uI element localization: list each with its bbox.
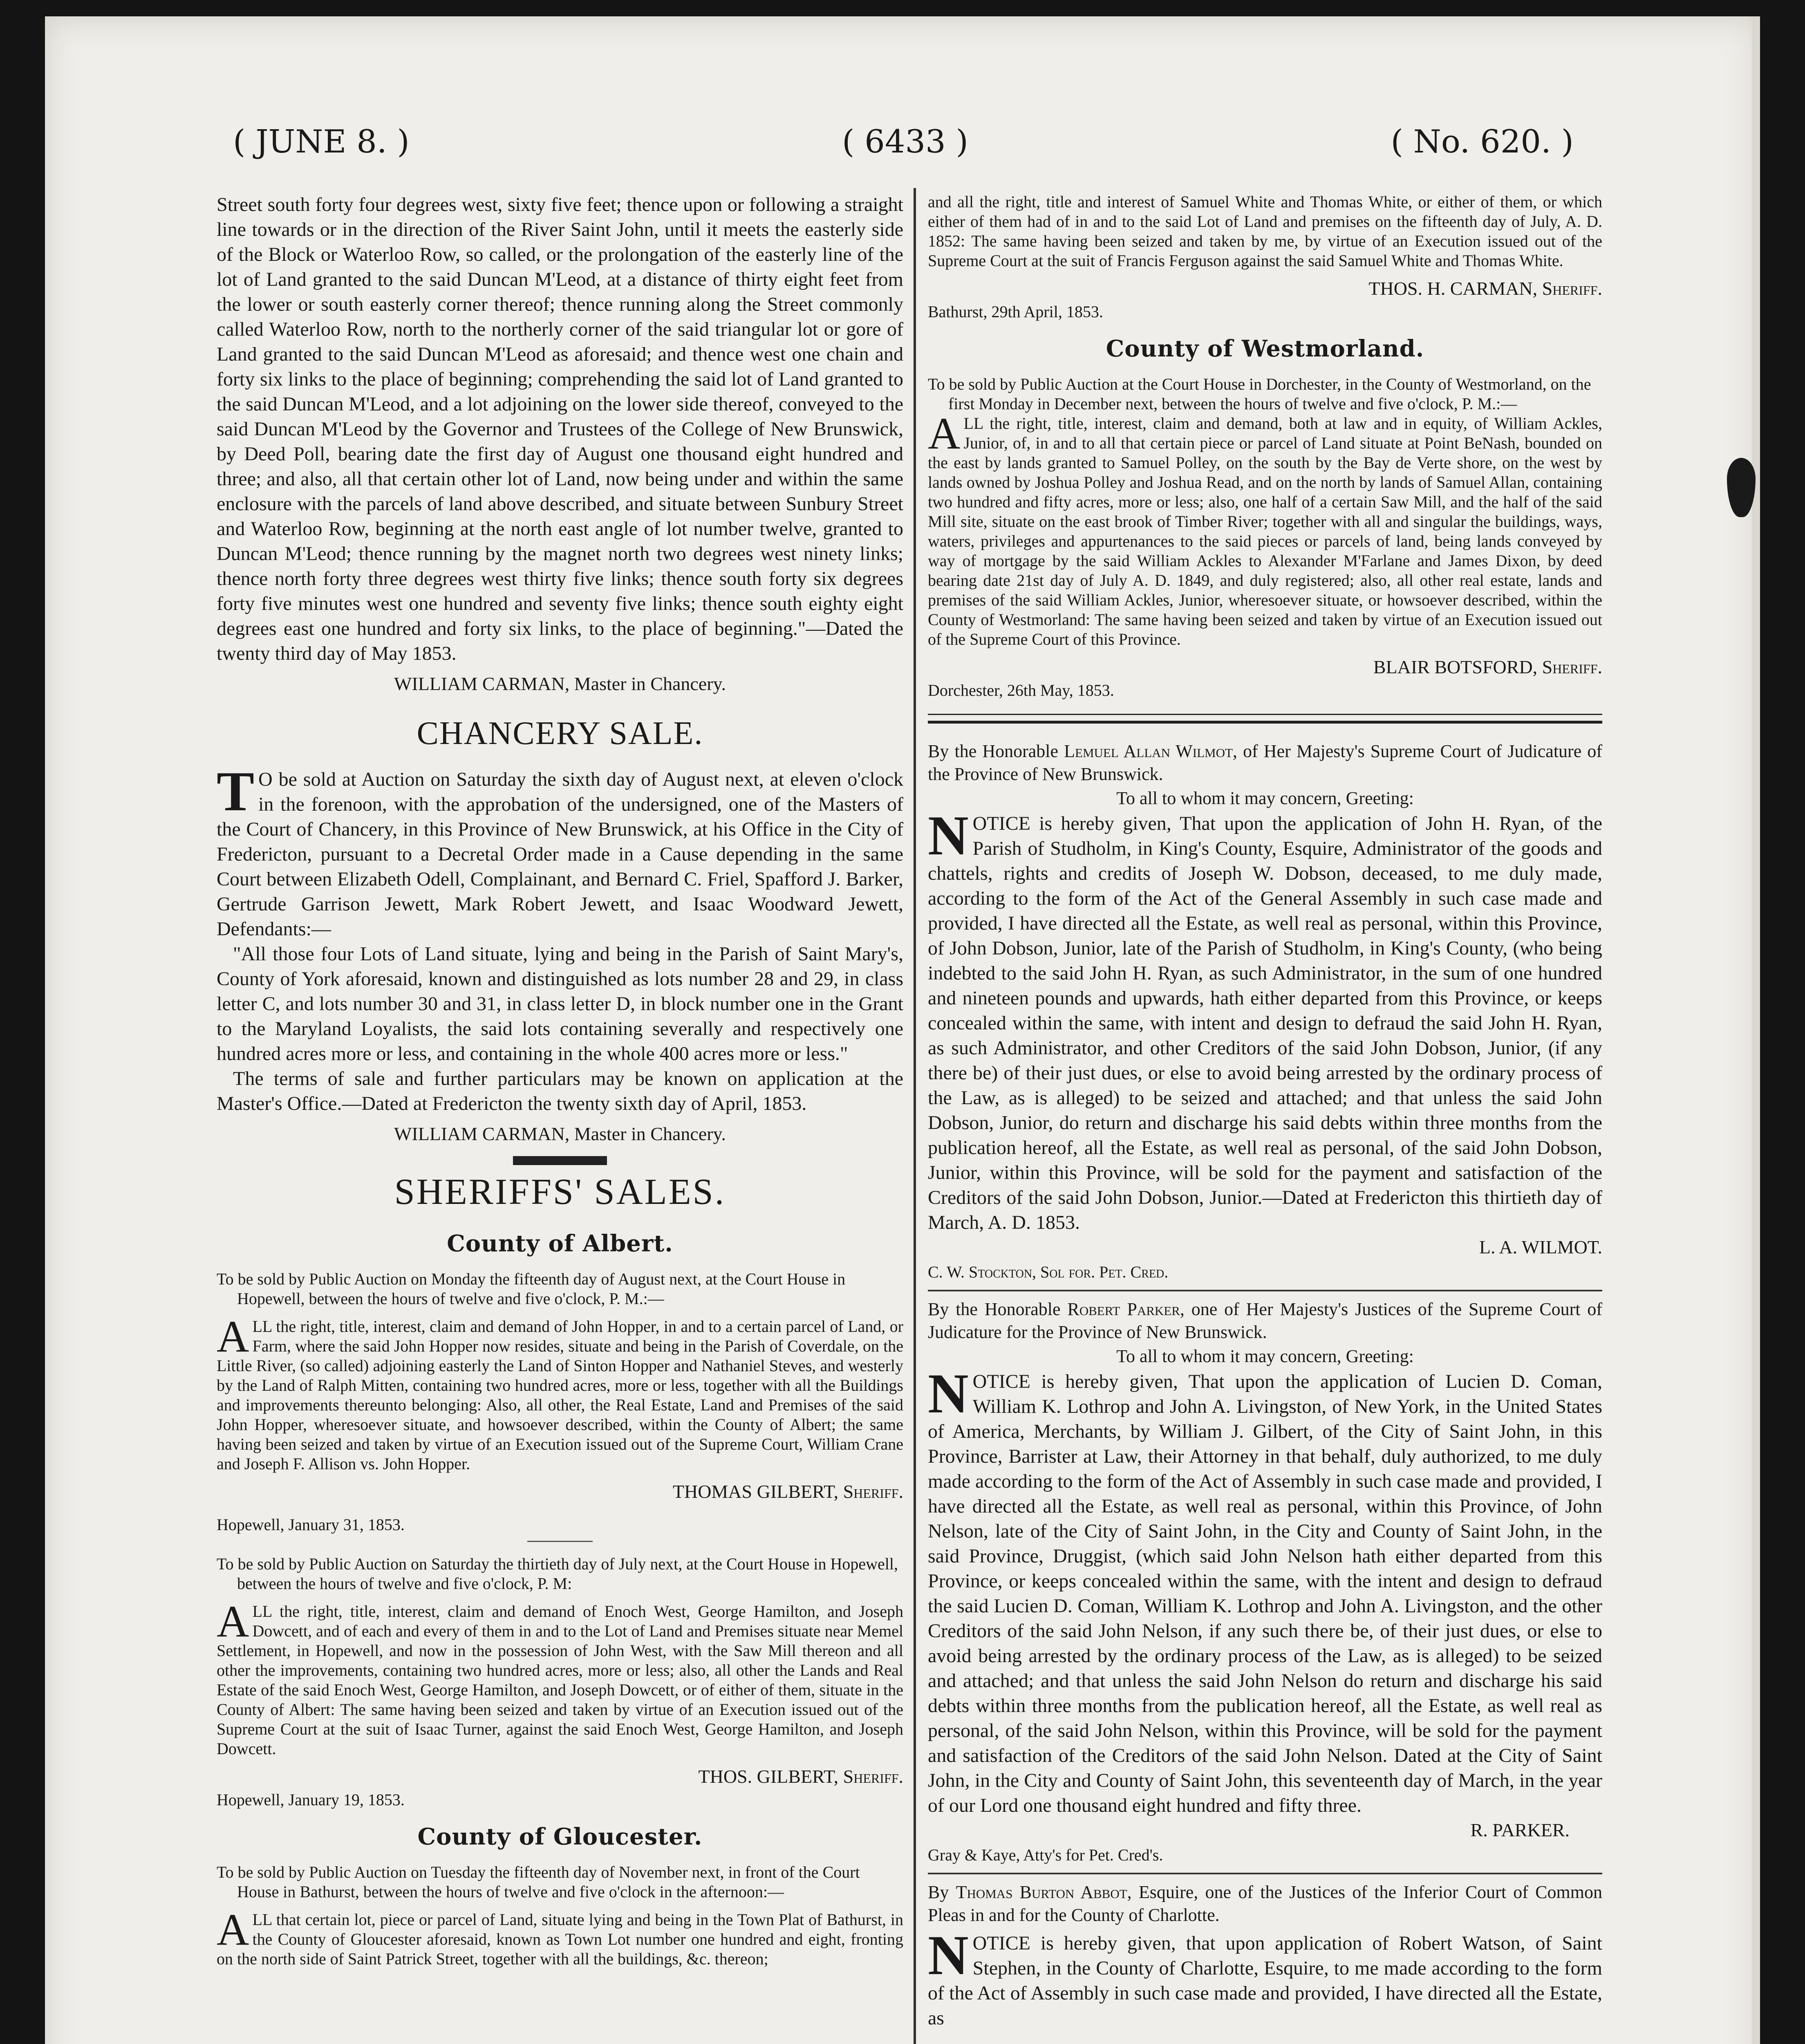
abbot-intro-prefix: By [928, 1882, 956, 1902]
albert-notice2-dropcap: A [217, 1596, 249, 1646]
albert-notice2-intro: To be sold by Public Auction on Saturday the thirtieth day of July next, at the Court House in Hopewell, between the hours of twelve and five o'clock, P. M: [217, 1555, 898, 1593]
wilmot-greeting: To all to whom it may concern, Greeting: [1116, 788, 1414, 808]
header-date: ( JUNE 8. ) [233, 123, 410, 160]
wilmot-name: Lemuel Allan Wilmot [1064, 741, 1233, 761]
albert-notice1-signature: THOMAS GILBERT, Sheriff. [672, 1481, 903, 1502]
county-gloucester-heading: County of Gloucester. [417, 1823, 703, 1850]
separator-bar [513, 1156, 607, 1165]
gloucester-intro: To be sold by Public Auction on Tuesday the fifteenth day of November next, in front of the Court House in Bathurst, between the hours of twelve and five o'clock in the afternoon:— [217, 1863, 860, 1901]
gloucester-dropcap: A [217, 1905, 249, 1954]
abbot-intro [928, 1881, 1602, 1927]
left-column [217, 192, 903, 1969]
parker-intro-suffix: , one of Her Majesty's Justices of the Supreme Court of Judicature for the Province of New Brunswick. [928, 1299, 1602, 1342]
gloucester-body [217, 1905, 903, 1969]
parker-text: OTICE is hereby given, That upon the application of Lucien D. Coman, William K. Lothrop and John A. Livingston, of New York, in the United States of America, Merchants, by William J. Gilbert, of the City of Saint John, in this Province, Barrister at Law, their Attorney in that behalf, duly authorized, to me duly made according to the form of the Act of Assembly in such case made and provided, I have directed all the Estate, as well real as personal, within this Province, of John Nelson, late of the City of Saint John, in the City and County of Saint John, in the said Province, Druggist, (which said John Nelson hath either departed from this Province, or keeps concealed within the same, with the intent and design to defraud the said Lucien D. Coman, William K. Lothrop and John A. Livingston, and the other Creditors of the said John Nelson, if any such there be, of their just dues, or else to avoid being arrested by the ordinary process of the Law, as is alleged) to be seized and attached; and that unless the said John Nelson do return and discharge his said debts within three months from the publication hereof, all the Estate, as well real as personal, of the said John Nelson, within this Province, will be sold for the payment and satisfaction of the Creditors of the said John Nelson. Dated at the City of Saint John, in the City and County of Saint John, this seventeenth day of March, in the year of our Lord one thousand eight hundred and fifty three. [928, 1371, 1602, 1816]
albert-notice2-date: Hopewell, January 19, 1853. [217, 1791, 405, 1809]
albert-notice1-dropcap: A [217, 1311, 249, 1361]
abbot-intro-suffix: , Esquire, one of the Justices of the Inferior Court of Common Pleas in and for the County of Charlotte. [928, 1882, 1602, 1925]
albert-notice1-date: Hopewell, January 31, 1853. [217, 1515, 405, 1534]
right-column [928, 192, 1602, 2031]
page-header [217, 119, 1598, 164]
abbot-text: OTICE is hereby given, that upon application of Robert Watson, of Saint Stephen, in the County of Charlotte, Esquire, to me made according to the form of the Act of Assembly in such case made and provided, I have directed all the Estate, as [928, 1932, 1602, 2029]
albert-notice1-text: LL the right, title, interest, claim and demand of John Hopper, in and to a certain parcel of Land, or Farm, where the said John Hopper now resides, situate and being in the Parish of Coverdale, on the Little River, (so called) adjoining easterly the Land of Sinton Hopper and Nathaniel Steves, and westerly by the Land of Ralph Mitten, containing two hundred acres, more or less, together with all the Buildings and improvements thereunto belonging: Also, all other, the Real Estate, Land and Premises of the said John Hopper, wheresoever situate, and howsoever described, within the County of Albert; the same having been seized and taken by virtue of an Execution issued out of the Supreme Court, William Crane and Joseph F. Allison vs. John Hopper. [217, 1317, 903, 1473]
parker-body [928, 1362, 1602, 1818]
gloucester-continuation: and all the right, title and interest of Samuel White and Thomas White, or either of them, or which either of them had of in and to the said Lot of Land and premises on the fifteenth day of July, A. D. 1852: The same having been seized and taken by me, by virtue of an Execution issued out of the Supreme Court at the suit of Francis Ferguson against the said Samuel White and Thomas White. [928, 193, 1602, 270]
westmorland-text: LL the right, title, interest, claim and demand, both at law and in equity, of William Ackles, Junior, of, in and to all that certain piece or parcel of Land situate at Point BeNash, bounded on the east by lands granted to Samuel Polley, on the south by the Bay de Verte shore, on the west by lands owned by Joshua Polley and Joshua Read, and on the north by lands of Samuel Allan, containing two hundred and fifty acres, more or less; also, one half of a certain Saw Mill, and the half of the said Mill site, situate on the east brook of Timber River; together with all and singular the buildings, ways, waters, privileges and appurtenances to the said pieces or parcels of land, being lands conveyed by way of mortgage by the said William Ackles to Alexander M'Farlane and James Dixon, by deed bearing date 21st day of July A. D. 1849, and duly registered; also, all other real estate, lands and premises of the said William Ackles, Junior, wheresoever situate, or howsoever described, within the County of Westmorland: The same having been seized and taken by virtue of an Execution issued out of the Supreme Court of this Province. [928, 414, 1602, 648]
wilmot-intro [928, 740, 1602, 786]
gloucester-date: Bathurst, 29th April, 1853. [928, 303, 1103, 321]
albert-notice1-body [217, 1311, 903, 1474]
wilmot-dropcap: N [928, 804, 969, 867]
chancery-quote: "All those four Lots of Land situate, lying and being in the Parish of Saint Mary's, County of York aforesaid, known and distinguished as lots number 28 and 29, in class letter C, and lots number 30 and 31, in class letter D, in block number one in the Grant to the Maryland Loyalists, the said lots containing severally and respectively one hundred acres more or less, and containing in the whole 400 acres more or less." [217, 943, 903, 1065]
newspaper-page [45, 16, 1760, 2044]
continuation-text: Street south forty four degrees west, sixty five feet; thence upon or following a straight line towards or in the direction of the River Saint John, until it meets the easterly side of the Block or Waterloo Row, so called, or the prolongation of the easterly line of the lot of Land granted to the said Duncan M'Leod, at a distance of thirty eight feet from the lower or south easterly corner thereof; thence running along the Street commonly called Waterloo Row, north to the northerly corner of the said triangular lot or gore of Land granted to the said Duncan M'Leod as aforesaid; and thence west one chain and forty six links to the place of beginning; comprehending the said lot of Land granted to the said Duncan M'Leod, and a lot adjoining on the lower side thereof, conveyed to the said Duncan M'Leod by the Governor and Trustees of the College of New Brunswick, by Deed Poll, bearing date the first day of August one thousand eight hundred and three; and also, all that certain other lot of Land, now being under and within the same enclosure with the parcels of land above described, and situate between Sunbury Street and Waterloo Row, beginning at the north east angle of lot number twelve, granted to Duncan M'Leod; thence running by the magnet north two degrees west ninety links; thence north forty three degrees west thirty five links; thence south forty six degrees forty five minutes west one hundred and seventy five links; thence south eighty eight degrees east one hundred and forty six links, to the place of beginning."—Dated the twenty third day of May 1853. [217, 194, 903, 664]
sheriffs-sales-title: SHERIFFS' SALES. [394, 1172, 726, 1212]
chancery-terms: The terms of sale and further particulars may be known on application at the Master's Office.—Dated at Fredericton the twenty sixth day of April, 1853. [217, 1068, 903, 1114]
chancery-signature: WILLIAM CARMAN, Master in Chancery. [394, 1123, 726, 1144]
westmorland-intro: To be sold by Public Auction at the Court House in Dorchester, in the County of Westmorland, on the first Monday in December next, between the hours of twelve and five o'clock, P. M.:— [928, 375, 1591, 413]
abbot-name: Thomas Burton Abbot [956, 1882, 1127, 1902]
ink-blot [1727, 458, 1756, 517]
parker-signature: R. PARKER. [1470, 1820, 1570, 1840]
county-albert-heading: County of Albert. [447, 1230, 673, 1257]
section-rule [928, 714, 1602, 724]
albert-notice1-intro: To be sold by Public Auction on Monday the fifteenth day of August next, at the Court House in Hopewell, between the hours of twelve and five o'clock, P. M.:— [217, 1270, 846, 1308]
westmorland-dropcap: A [928, 408, 961, 458]
westmorland-signature: BLAIR BOTSFORD, Sheriff. [1373, 657, 1602, 677]
wilmot-intro-prefix: By the Honorable [928, 741, 1064, 761]
parker-greeting: To all to whom it may concern, Greeting: [1116, 1346, 1414, 1366]
county-westmorland-heading: County of Westmorland. [1106, 335, 1424, 362]
notice-rule-2 [928, 1873, 1602, 1874]
abbot-body [928, 1924, 1602, 2031]
westmorland-body [928, 408, 1602, 649]
chancery-text-1: O be sold at Auction on Saturday the sixth day of August next, at eleven o'clock in the forenoon, with the approbation of the undersigned, one of the Masters of the Court of Chancery, in this Province of New Brunswick, at his Office in the City of Fredericton, pursuant to a Decretal Order made in a Cause depending in the same Court between Elizabeth Odell, Complainant, and Bernard C. Friel, Spafford J. Barker, Gertrude Garrison Jewett, Mark Robert Jewett, and Isaac Woodward Jewett, Defendants:— [217, 769, 903, 940]
notice-divider [527, 1541, 593, 1542]
gloucester-text: LL that certain lot, piece or parcel of Land, situate lying and being in the Town Plat of Bathurst, in the County of Gloucester aforesaid, known as Town Lot number one hundred and eight, fronting on the north side of Saint Patrick Street, together with all the buildings, &c. thereon; [217, 1910, 903, 1968]
wilmot-signature: L. A. WILMOT. [1479, 1237, 1602, 1257]
continuation-signature: WILLIAM CARMAN, Master in Chancery. [394, 673, 726, 694]
chancery-paragraph-1 [217, 760, 903, 941]
chancery-dropcap: T [217, 760, 255, 823]
header-page-number: ( 6433 ) [842, 123, 968, 160]
westmorland-date: Dorchester, 26th May, 1853. [928, 681, 1114, 699]
parker-attorney: Gray & Kaye, Atty's for Pet. Cred's. [928, 1846, 1163, 1864]
scan-edge [1752, 16, 1760, 2044]
wilmot-intro-suffix: , of Her Majesty's Supreme Court of Judicature of the Province of New Brunswick. [928, 741, 1603, 784]
parker-dropcap: N [928, 1362, 969, 1425]
gloucester-signature: THOS. H. CARMAN, Sheriff. [1368, 278, 1602, 299]
wilmot-text: OTICE is hereby given, That upon the application of John H. Ryan, of the Parish of Studholm, in King's County, Esquire, Administrator of the goods and chattels, rights and credits of Joseph W. Dobson, deceased, to me duly made, according to the form of the Act of the General Assembly in such case made and provided, I have directed all the Estate, as well real as personal, within this Province, of John Dobson, Junior, late of the Parish of Studholm, in King's County, (who being indebted to the said John H. Ryan, as such Administrator, in the sum of one hundred and nineteen pounds and upwards, hath either departed from this Province, or keeps concealed within the same, with intent and design to defraud the said John H. Ryan, as such Administrator, and other Creditors of the said John Dobson, Junior, (if any there be) of their just dues, or else to avoid being arrested by the ordinary process of the Law, as is alleged) to be seized and attached; and that unless the said John Dobson, Junior, do return and discharge his said debts within three months from the publication hereof, all the Estate, as well real as personal, of the said John Dobson, Junior, within this Province, will be sold for the payment and satisfaction of the Creditors of the said John Dobson, Junior.—Dated at Fredericton this thirtieth day of March, A. D. 1853. [928, 813, 1602, 1233]
abbot-dropcap: N [928, 1924, 969, 1986]
albert-notice2-text: LL the right, title, interest, claim and demand of Enoch West, George Hamilton, and Joseph Dowcett, and of each and every of them in and to the Lot of Land and Premises situate near Memel Settlement, in Hopewell, and now in the possession of John West, with the Saw Mill thereon and all other the improvements, containing two hundred acres, more or less; also, all other the Lands and Real Estate of the said Enoch West, George Hamilton, and Joseph Dowcett, or of either of them, situate in the County of Albert: The same having been seized and taken by virtue of an Execution issued out of the Supreme Court at the suit of Isaac Turner, against the said Enoch West, George Hamilton, and Joseph Dowcett. [217, 1602, 903, 1758]
albert-notice2-body [217, 1596, 903, 1759]
parker-intro [928, 1298, 1602, 1344]
notice-rule [928, 1290, 1602, 1291]
albert-notice2-signature: THOS. GILBERT, Sheriff. [698, 1766, 903, 1787]
parker-intro-prefix: By the Honorable [928, 1299, 1068, 1319]
column-divider [914, 188, 916, 2044]
wilmot-solicitor: C. W. Stockton, Sol for. Pet. Cred. [928, 1263, 1169, 1281]
header-issue-number: ( No. 620. ) [1391, 123, 1574, 160]
chancery-sale-title: CHANCERY SALE. [417, 715, 703, 751]
parker-name: Robert Parker [1067, 1299, 1180, 1319]
wilmot-body [928, 804, 1602, 1235]
